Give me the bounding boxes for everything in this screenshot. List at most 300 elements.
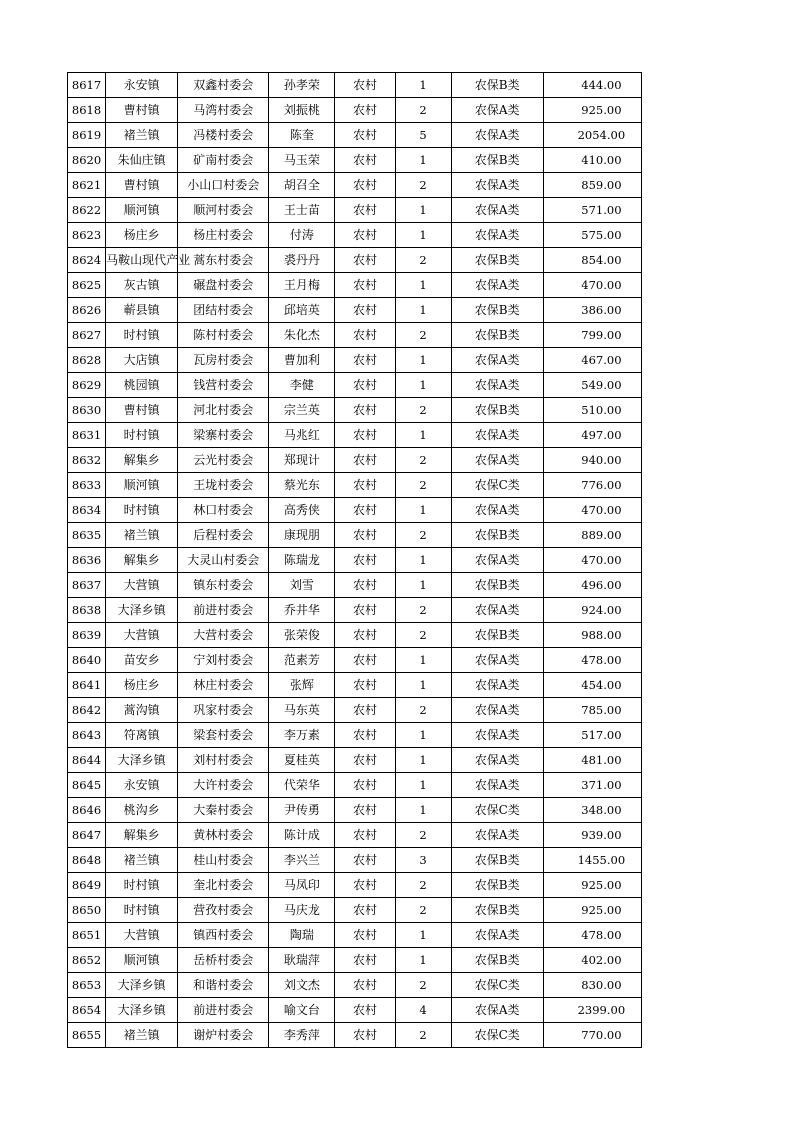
table-row	[68, 673, 642, 698]
cell-town: 马鞍山现代产业	[106, 248, 178, 273]
cell-id: 8625	[68, 273, 106, 298]
cell-name: 范素芳	[269, 648, 335, 673]
cell-town: 杨庄乡	[106, 673, 178, 698]
cell-id: 8631	[68, 423, 106, 448]
cell-town: 永安镇	[106, 73, 178, 98]
cell-committee: 碾盘村委会	[178, 273, 269, 298]
cell-people-count: 1	[395, 573, 451, 598]
table-row	[68, 273, 642, 298]
cell-category: 农保B类	[451, 898, 543, 923]
cell-amount: 386.00	[543, 298, 641, 323]
cell-area: 农村	[335, 73, 395, 98]
cell-id: 8635	[68, 523, 106, 548]
cell-people-count: 1	[395, 223, 451, 248]
cell-committee: 刘村村委会	[178, 748, 269, 773]
cell-amount: 348.00	[543, 798, 641, 823]
cell-name: 马兆红	[269, 423, 335, 448]
cell-amount: 859.00	[543, 173, 641, 198]
cell-category: 农保B类	[451, 873, 543, 898]
cell-amount: 467.00	[543, 348, 641, 373]
cell-committee: 双鑫村委会	[178, 73, 269, 98]
cell-amount: 549.00	[543, 373, 641, 398]
cell-name: 蔡光东	[269, 473, 335, 498]
cell-people-count: 2	[395, 323, 451, 348]
cell-id: 8620	[68, 148, 106, 173]
cell-area: 农村	[335, 323, 395, 348]
cell-category: 农保B类	[451, 248, 543, 273]
cell-amount: 939.00	[543, 823, 641, 848]
cell-committee: 镇东村委会	[178, 573, 269, 598]
table-row	[68, 123, 642, 148]
table-row	[68, 898, 642, 923]
cell-area: 农村	[335, 398, 395, 423]
cell-area: 农村	[335, 898, 395, 923]
table-row	[68, 373, 642, 398]
cell-amount: 799.00	[543, 323, 641, 348]
cell-amount: 517.00	[543, 723, 641, 748]
table-row	[68, 473, 642, 498]
cell-people-count: 2	[395, 473, 451, 498]
cell-name: 陈计成	[269, 823, 335, 848]
cell-category: 农保A类	[451, 823, 543, 848]
cell-category: 农保B类	[451, 573, 543, 598]
cell-area: 农村	[335, 823, 395, 848]
cell-id: 8651	[68, 923, 106, 948]
cell-committee: 团结村委会	[178, 298, 269, 323]
table-row	[68, 98, 642, 123]
cell-area: 农村	[335, 248, 395, 273]
cell-category: 农保A类	[451, 448, 543, 473]
cell-area: 农村	[335, 298, 395, 323]
cell-people-count: 1	[395, 723, 451, 748]
cell-amount: 454.00	[543, 673, 641, 698]
cell-category: 农保A类	[451, 698, 543, 723]
cell-id: 8642	[68, 698, 106, 723]
table-row	[68, 448, 642, 473]
cell-area: 农村	[335, 448, 395, 473]
cell-area: 农村	[335, 723, 395, 748]
cell-id: 8648	[68, 848, 106, 873]
cell-category: 农保A类	[451, 223, 543, 248]
cell-name: 李秀萍	[269, 1023, 335, 1048]
table-row	[68, 873, 642, 898]
cell-category: 农保A类	[451, 273, 543, 298]
cell-category: 农保B类	[451, 398, 543, 423]
cell-area: 农村	[335, 373, 395, 398]
table-row	[68, 348, 642, 373]
table-row	[68, 223, 642, 248]
table-row	[68, 498, 642, 523]
table-row	[68, 198, 642, 223]
cell-id: 8636	[68, 548, 106, 573]
cell-name: 陈奎	[269, 123, 335, 148]
table-row	[68, 848, 642, 873]
cell-area: 农村	[335, 423, 395, 448]
cell-name: 陶瑞	[269, 923, 335, 948]
cell-people-count: 1	[395, 798, 451, 823]
cell-committee: 营孜村委会	[178, 898, 269, 923]
cell-people-count: 2	[395, 623, 451, 648]
cell-id: 8649	[68, 873, 106, 898]
cell-name: 邱培英	[269, 298, 335, 323]
cell-category: 农保B类	[451, 73, 543, 98]
cell-town: 朱仙庄镇	[106, 148, 178, 173]
cell-name: 马东英	[269, 698, 335, 723]
cell-amount: 478.00	[543, 648, 641, 673]
table-row	[68, 548, 642, 573]
cell-category: 农保C类	[451, 473, 543, 498]
cell-name: 马庆龙	[269, 898, 335, 923]
cell-id: 8633	[68, 473, 106, 498]
cell-people-count: 1	[395, 748, 451, 773]
table-row	[68, 648, 642, 673]
cell-name: 李兴兰	[269, 848, 335, 873]
cell-people-count: 2	[395, 898, 451, 923]
cell-committee: 梁套村委会	[178, 723, 269, 748]
assistance-table	[67, 72, 642, 1048]
cell-people-count: 4	[395, 998, 451, 1023]
table-row	[68, 823, 642, 848]
cell-id: 8645	[68, 773, 106, 798]
cell-category: 农保A类	[451, 673, 543, 698]
cell-people-count: 1	[395, 423, 451, 448]
cell-name: 喻文台	[269, 998, 335, 1023]
cell-committee: 梁寨村委会	[178, 423, 269, 448]
cell-committee: 前进村委会	[178, 998, 269, 1023]
table-row	[68, 148, 642, 173]
cell-area: 农村	[335, 798, 395, 823]
cell-town: 顺河镇	[106, 198, 178, 223]
cell-name: 乔井华	[269, 598, 335, 623]
table-row	[68, 523, 642, 548]
cell-people-count: 2	[395, 1023, 451, 1048]
cell-area: 农村	[335, 98, 395, 123]
cell-committee: 王垅村委会	[178, 473, 269, 498]
cell-category: 农保B类	[451, 848, 543, 873]
cell-category: 农保A类	[451, 98, 543, 123]
cell-id: 8621	[68, 173, 106, 198]
cell-category: 农保A类	[451, 123, 543, 148]
cell-town: 时村镇	[106, 898, 178, 923]
table-body	[68, 73, 642, 1048]
cell-people-count: 1	[395, 773, 451, 798]
table-row	[68, 398, 642, 423]
cell-id: 8627	[68, 323, 106, 348]
cell-committee: 大营村委会	[178, 623, 269, 648]
table-row	[68, 1023, 642, 1048]
cell-amount: 481.00	[543, 748, 641, 773]
cell-name: 耿瑞萍	[269, 948, 335, 973]
cell-committee: 钱营村委会	[178, 373, 269, 398]
cell-category: 农保C类	[451, 1023, 543, 1048]
cell-area: 农村	[335, 123, 395, 148]
cell-people-count: 2	[395, 823, 451, 848]
cell-category: 农保B类	[451, 298, 543, 323]
cell-amount: 925.00	[543, 873, 641, 898]
cell-category: 农保A类	[451, 173, 543, 198]
cell-category: 农保A类	[451, 373, 543, 398]
cell-town: 杨庄乡	[106, 223, 178, 248]
cell-category: 农保A类	[451, 723, 543, 748]
cell-amount: 988.00	[543, 623, 641, 648]
cell-people-count: 2	[395, 398, 451, 423]
cell-category: 农保A类	[451, 923, 543, 948]
cell-people-count: 3	[395, 848, 451, 873]
cell-people-count: 1	[395, 148, 451, 173]
cell-area: 农村	[335, 873, 395, 898]
cell-people-count: 2	[395, 698, 451, 723]
table-row	[68, 723, 642, 748]
cell-name: 曹加利	[269, 348, 335, 373]
cell-people-count: 1	[395, 923, 451, 948]
cell-id: 8630	[68, 398, 106, 423]
cell-committee: 宁刘村委会	[178, 648, 269, 673]
cell-amount: 470.00	[543, 498, 641, 523]
cell-town: 褚兰镇	[106, 123, 178, 148]
table-row	[68, 948, 642, 973]
cell-id: 8619	[68, 123, 106, 148]
cell-id: 8655	[68, 1023, 106, 1048]
table-row	[68, 248, 642, 273]
cell-name: 马玉荣	[269, 148, 335, 173]
cell-people-count: 2	[395, 448, 451, 473]
cell-category: 农保B类	[451, 948, 543, 973]
cell-town: 时村镇	[106, 423, 178, 448]
cell-amount: 402.00	[543, 948, 641, 973]
cell-town: 褚兰镇	[106, 523, 178, 548]
cell-committee: 大许村委会	[178, 773, 269, 798]
cell-id: 8653	[68, 973, 106, 998]
cell-area: 农村	[335, 623, 395, 648]
table-row	[68, 173, 642, 198]
cell-area: 农村	[335, 348, 395, 373]
cell-id: 8618	[68, 98, 106, 123]
cell-people-count: 2	[395, 98, 451, 123]
cell-category: 农保B类	[451, 623, 543, 648]
cell-town: 大营镇	[106, 923, 178, 948]
cell-town: 大店镇	[106, 348, 178, 373]
cell-category: 农保C类	[451, 798, 543, 823]
cell-people-count: 2	[395, 248, 451, 273]
cell-area: 农村	[335, 173, 395, 198]
cell-id: 8654	[68, 998, 106, 1023]
cell-town: 符离镇	[106, 723, 178, 748]
cell-name: 李万素	[269, 723, 335, 748]
cell-town: 顺河镇	[106, 473, 178, 498]
cell-category: 农保B类	[451, 523, 543, 548]
cell-id: 8626	[68, 298, 106, 323]
cell-town: 桃园镇	[106, 373, 178, 398]
cell-category: 农保A类	[451, 423, 543, 448]
table-row	[68, 773, 642, 798]
cell-category: 农保A类	[451, 748, 543, 773]
cell-area: 农村	[335, 698, 395, 723]
cell-area: 农村	[335, 773, 395, 798]
cell-committee: 云光村委会	[178, 448, 269, 473]
cell-name: 高秀侠	[269, 498, 335, 523]
cell-id: 8623	[68, 223, 106, 248]
cell-area: 农村	[335, 498, 395, 523]
cell-town: 蕲县镇	[106, 298, 178, 323]
cell-people-count: 1	[395, 948, 451, 973]
cell-name: 裘丹丹	[269, 248, 335, 273]
cell-name: 王士苗	[269, 198, 335, 223]
cell-committee: 岳桥村委会	[178, 948, 269, 973]
cell-people-count: 2	[395, 173, 451, 198]
cell-town: 桃沟乡	[106, 798, 178, 823]
cell-people-count: 2	[395, 973, 451, 998]
cell-name: 宗兰英	[269, 398, 335, 423]
cell-id: 8624	[68, 248, 106, 273]
cell-id: 8640	[68, 648, 106, 673]
cell-area: 农村	[335, 223, 395, 248]
cell-name: 康现朋	[269, 523, 335, 548]
cell-id: 8637	[68, 573, 106, 598]
cell-town: 时村镇	[106, 323, 178, 348]
cell-category: 农保A类	[451, 348, 543, 373]
cell-category: 农保B类	[451, 323, 543, 348]
cell-category: 农保A类	[451, 998, 543, 1023]
cell-area: 农村	[335, 473, 395, 498]
cell-town: 解集乡	[106, 448, 178, 473]
cell-committee: 奎北村委会	[178, 873, 269, 898]
cell-committee: 大秦村委会	[178, 798, 269, 823]
table-row	[68, 598, 642, 623]
table-row	[68, 298, 642, 323]
cell-category: 农保A类	[451, 548, 543, 573]
cell-committee: 林庄村委会	[178, 673, 269, 698]
cell-committee: 前进村委会	[178, 598, 269, 623]
cell-id: 8622	[68, 198, 106, 223]
table-row	[68, 698, 642, 723]
cell-town: 时村镇	[106, 873, 178, 898]
cell-town: 曹村镇	[106, 98, 178, 123]
cell-town: 时村镇	[106, 498, 178, 523]
cell-committee: 河北村委会	[178, 398, 269, 423]
cell-committee: 桂山村委会	[178, 848, 269, 873]
cell-id: 8628	[68, 348, 106, 373]
cell-people-count: 1	[395, 648, 451, 673]
cell-id: 8617	[68, 73, 106, 98]
cell-name: 郑现计	[269, 448, 335, 473]
cell-town: 大营镇	[106, 623, 178, 648]
cell-committee: 林口村委会	[178, 498, 269, 523]
cell-area: 农村	[335, 1023, 395, 1048]
table-row	[68, 923, 642, 948]
cell-name: 付涛	[269, 223, 335, 248]
cell-name: 孙孝荣	[269, 73, 335, 98]
cell-town: 褚兰镇	[106, 1023, 178, 1048]
cell-amount: 497.00	[543, 423, 641, 448]
cell-people-count: 1	[395, 298, 451, 323]
cell-committee: 陈村村委会	[178, 323, 269, 348]
cell-amount: 924.00	[543, 598, 641, 623]
table-row	[68, 973, 642, 998]
cell-name: 刘雪	[269, 573, 335, 598]
cell-people-count: 2	[395, 523, 451, 548]
cell-people-count: 1	[395, 498, 451, 523]
cell-amount: 575.00	[543, 223, 641, 248]
cell-town: 灰古镇	[106, 273, 178, 298]
cell-town: 顺河镇	[106, 948, 178, 973]
cell-amount: 776.00	[543, 473, 641, 498]
cell-people-count: 1	[395, 273, 451, 298]
cell-people-count: 1	[395, 73, 451, 98]
cell-amount: 889.00	[543, 523, 641, 548]
cell-amount: 496.00	[543, 573, 641, 598]
cell-amount: 1455.00	[543, 848, 641, 873]
cell-committee: 黄林村委会	[178, 823, 269, 848]
table-row	[68, 623, 642, 648]
cell-amount: 371.00	[543, 773, 641, 798]
cell-committee: 瓦房村委会	[178, 348, 269, 373]
cell-amount: 2054.00	[543, 123, 641, 148]
cell-id: 8643	[68, 723, 106, 748]
cell-town: 蒿沟镇	[106, 698, 178, 723]
cell-category: 农保B类	[451, 148, 543, 173]
cell-category: 农保A类	[451, 498, 543, 523]
cell-name: 李健	[269, 373, 335, 398]
cell-area: 农村	[335, 848, 395, 873]
table-row	[68, 573, 642, 598]
cell-town: 大泽乡镇	[106, 998, 178, 1023]
cell-area: 农村	[335, 548, 395, 573]
cell-area: 农村	[335, 648, 395, 673]
cell-area: 农村	[335, 148, 395, 173]
cell-amount: 785.00	[543, 698, 641, 723]
cell-committee: 小山口村委会	[178, 173, 269, 198]
cell-id: 8638	[68, 598, 106, 623]
cell-name: 刘文杰	[269, 973, 335, 998]
cell-amount: 410.00	[543, 148, 641, 173]
cell-committee: 顺河村委会	[178, 198, 269, 223]
cell-town: 苗安乡	[106, 648, 178, 673]
cell-people-count: 1	[395, 198, 451, 223]
cell-amount: 770.00	[543, 1023, 641, 1048]
cell-area: 农村	[335, 573, 395, 598]
cell-name: 尹传勇	[269, 798, 335, 823]
cell-category: 农保A类	[451, 598, 543, 623]
cell-area: 农村	[335, 673, 395, 698]
cell-amount: 478.00	[543, 923, 641, 948]
cell-committee: 蒿东村委会	[178, 248, 269, 273]
cell-area: 农村	[335, 598, 395, 623]
cell-area: 农村	[335, 948, 395, 973]
cell-area: 农村	[335, 923, 395, 948]
cell-name: 马凤印	[269, 873, 335, 898]
cell-committee: 和谐村委会	[178, 973, 269, 998]
cell-town: 大泽乡镇	[106, 973, 178, 998]
cell-id: 8641	[68, 673, 106, 698]
cell-people-count: 2	[395, 873, 451, 898]
cell-people-count: 2	[395, 598, 451, 623]
cell-amount: 571.00	[543, 198, 641, 223]
cell-id: 8646	[68, 798, 106, 823]
cell-town: 曹村镇	[106, 398, 178, 423]
cell-committee: 镇西村委会	[178, 923, 269, 948]
cell-id: 8644	[68, 748, 106, 773]
cell-category: 农保A类	[451, 198, 543, 223]
cell-amount: 940.00	[543, 448, 641, 473]
cell-committee: 矿南村委会	[178, 148, 269, 173]
cell-category: 农保A类	[451, 773, 543, 798]
cell-name: 张辉	[269, 673, 335, 698]
cell-name: 陈瑞龙	[269, 548, 335, 573]
cell-amount: 925.00	[543, 898, 641, 923]
table-row	[68, 73, 642, 98]
cell-category: 农保A类	[451, 648, 543, 673]
table-row	[68, 998, 642, 1023]
